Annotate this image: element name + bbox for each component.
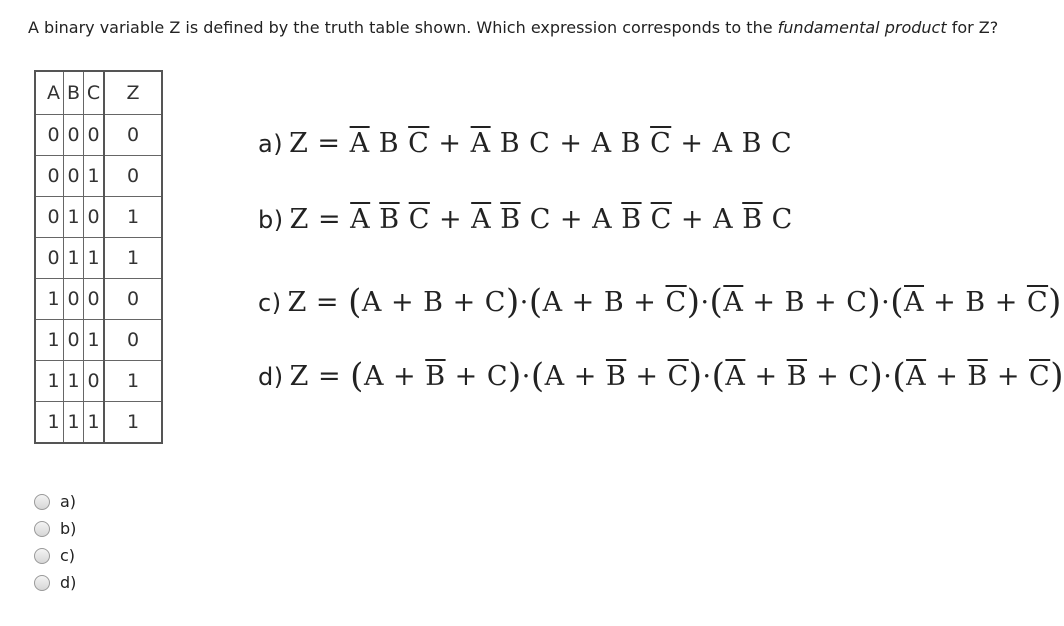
table-cell: 1	[104, 361, 162, 402]
table-cell: 1	[35, 402, 64, 444]
option-c-label: c)	[60, 546, 76, 565]
answer-options	[34, 488, 76, 596]
expression-b: b) $Z = \overline{A}$ $\overline{B}$ $\overline{C} + \overline{A}$ $\overline{B}$ C + A $\overline{B}$ $\overline{C} + A$ $\overline{B}$ C	[258, 204, 793, 235]
table-cell: 1	[84, 156, 105, 197]
table-cell: 0	[104, 115, 162, 156]
question-prefix: A binary variable Z is defined by the truth table shown. Which expression corresponds to the	[28, 18, 778, 37]
option-a-label: a)	[60, 492, 77, 511]
header-a: A	[35, 71, 64, 115]
table-cell: 1	[64, 238, 84, 279]
table-cell: 1	[35, 320, 64, 361]
table-cell: 1	[84, 402, 105, 444]
table-cell: 0	[64, 115, 84, 156]
table-cell: 1	[64, 402, 84, 444]
truth-table-header	[35, 71, 162, 115]
table-cell: 1	[104, 238, 162, 279]
table-cell: 0	[35, 156, 64, 197]
table-row	[35, 156, 162, 197]
table-cell: 1	[104, 402, 162, 444]
expression-a: a) $Z = \overline{A}$ B $\overline{C} + \overline{A}$ B C + A B $\overline{C} + A$ B C	[258, 128, 793, 159]
question-text	[28, 18, 1018, 37]
table-cell: 0	[64, 279, 84, 320]
table-cell: 0	[35, 238, 64, 279]
radio-button-a[interactable]	[34, 494, 50, 510]
expression-c-label: c)	[258, 289, 282, 317]
table-row	[35, 402, 162, 444]
option-d[interactable]	[34, 569, 76, 596]
table-cell: 0	[84, 197, 105, 238]
table-cell: 1	[64, 361, 84, 402]
expression-a-label: a)	[258, 130, 284, 158]
table-row	[35, 361, 162, 402]
question-emphasis: fundamental product	[777, 18, 947, 37]
header-z: Z	[104, 71, 162, 115]
table-row	[35, 279, 162, 320]
truth-table	[34, 70, 163, 444]
table-cell: 1	[104, 197, 162, 238]
option-a[interactable]	[34, 488, 76, 515]
header-c: C	[84, 71, 105, 115]
table-cell: 1	[84, 320, 105, 361]
table-row	[35, 115, 162, 156]
table-cell: 0	[84, 279, 105, 320]
table-cell: 0	[84, 115, 105, 156]
option-c[interactable]	[34, 542, 76, 569]
table-cell: 0	[84, 361, 105, 402]
table-cell: 0	[35, 197, 64, 238]
option-b[interactable]	[34, 515, 76, 542]
expression-b-label: b)	[258, 206, 284, 234]
radio-button-c[interactable]	[34, 548, 50, 564]
radio-button-b[interactable]	[34, 521, 50, 537]
header-b: B	[64, 71, 84, 115]
table-cell: 1	[84, 238, 105, 279]
table-cell: 1	[64, 197, 84, 238]
expression-d-label: d)	[258, 363, 284, 391]
table-row	[35, 197, 162, 238]
table-cell: 0	[35, 115, 64, 156]
table-cell: 0	[64, 156, 84, 197]
option-b-label: b)	[60, 519, 77, 538]
table-cell: 0	[104, 320, 162, 361]
radio-button-d[interactable]	[34, 575, 50, 591]
option-d-label: d)	[60, 573, 77, 592]
expression-d: d) $Z = (A + \overline{B} + C)\cdot(A + \overline{B} + \overline{C})\cdot(\overline{A} + \overline{B} + C)\cdot(\overline{A} + \overline{B} + \overline{C})$	[258, 356, 1064, 396]
table-cell: 0	[64, 320, 84, 361]
table-cell: 0	[104, 279, 162, 320]
table-row	[35, 320, 162, 361]
table-row	[35, 238, 162, 279]
expression-c: c) $Z = (A + B + C)\cdot(A + B + \overline{C})\cdot(\overline{A} + B + C)\cdot(\overline{A} + B + \overline{C})$	[258, 282, 1062, 322]
table-cell: 1	[35, 279, 64, 320]
question-suffix: for Z?	[946, 18, 999, 37]
table-cell: 0	[104, 156, 162, 197]
table-cell: 1	[35, 361, 64, 402]
